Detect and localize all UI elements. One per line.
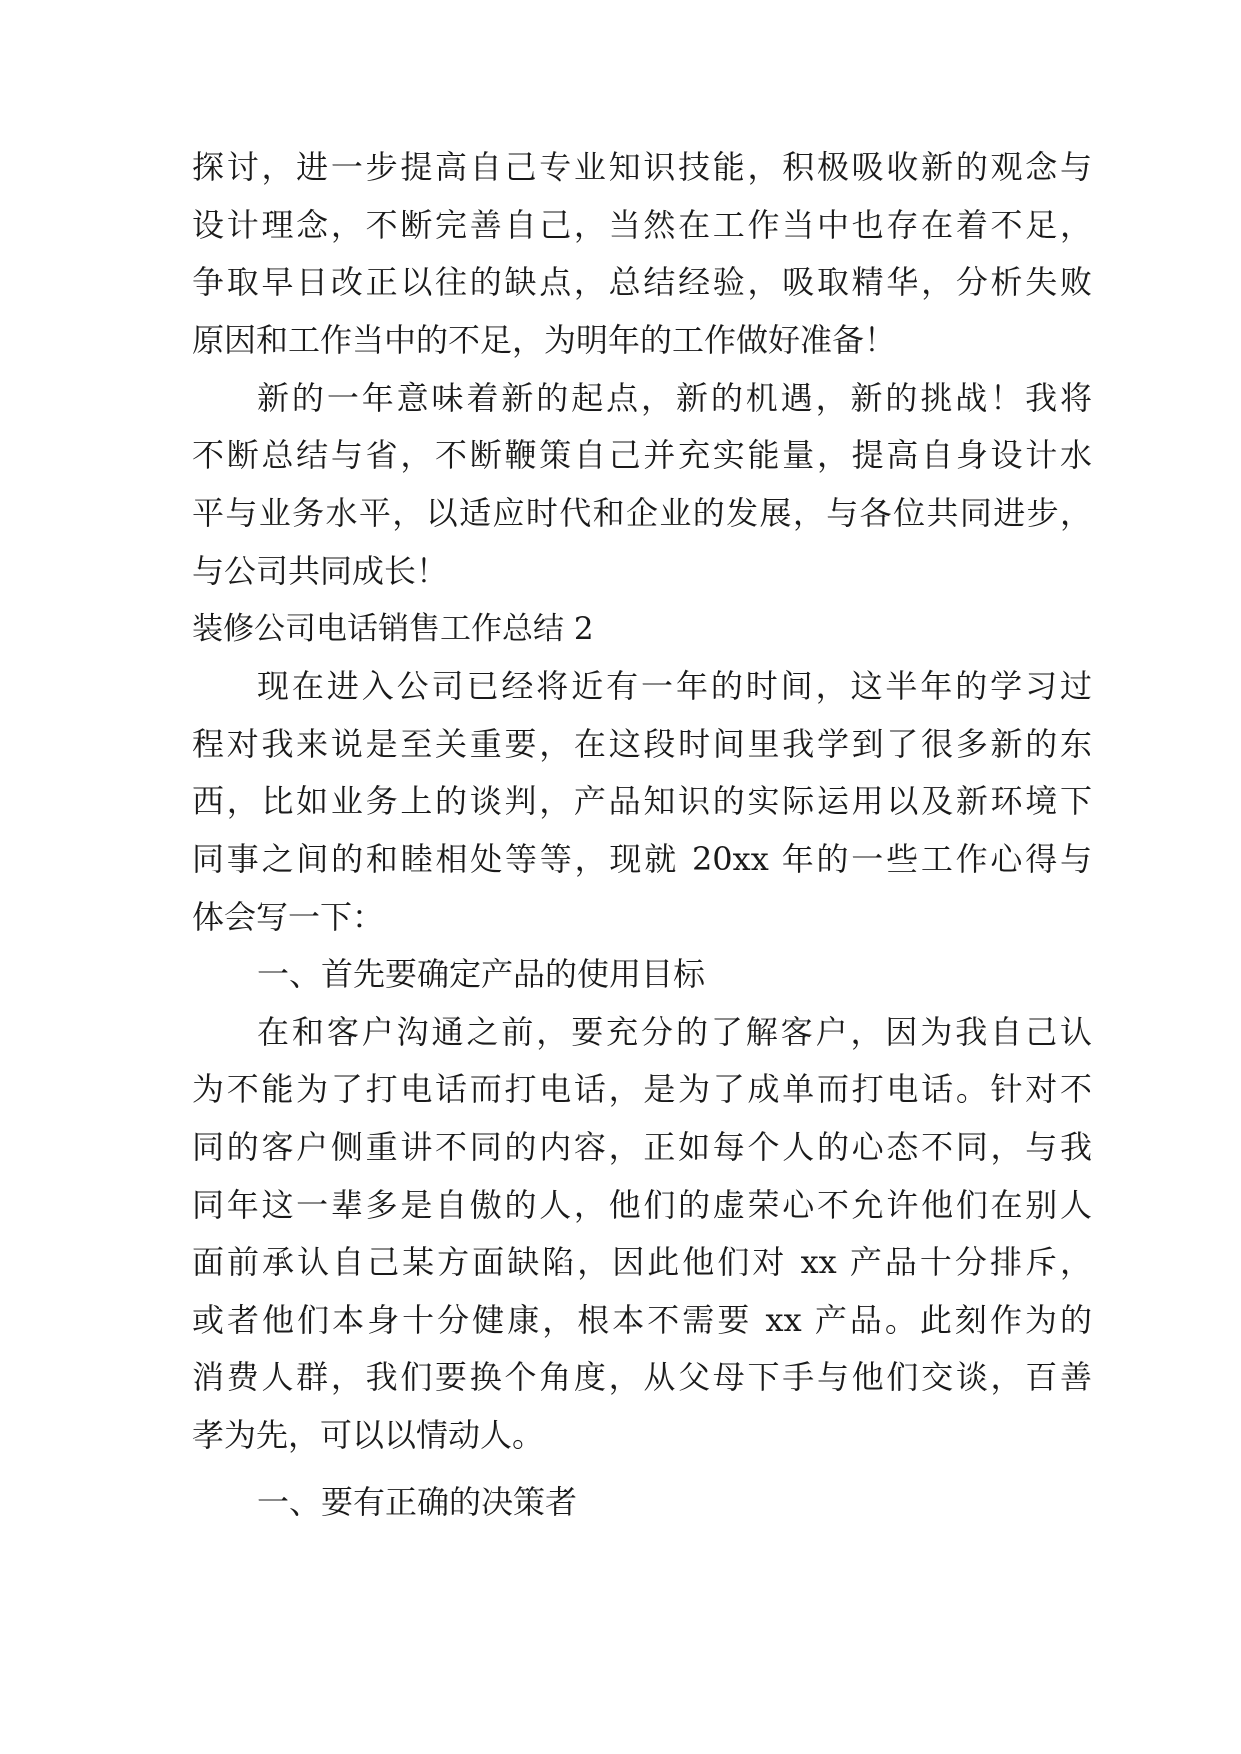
text-line: 在和客户沟通之前，要充分的了解客户，因为我自己认 — [257, 1013, 1092, 1051]
text-line: 面前承认自己某方面缺陷，因此他们对 xx 产品十分排斥， — [192, 1243, 1092, 1281]
text-line: 与公司共同成长！ — [192, 552, 449, 590]
text-line: 或者他们本身十分健康，根本不需要 xx 产品。此刻作为的 — [192, 1301, 1092, 1339]
text-line: 西，比如业务上的谈判，产品知识的实际运用以及新环境下 — [192, 782, 1092, 820]
text-line: 孝为先，可以以情动人。 — [192, 1416, 545, 1454]
text-line: 探讨，进一步提高自己专业知识技能，积极吸收新的观念与 — [192, 148, 1092, 186]
text-line: 原因和工作当中的不足，为明年的工作做好准备！ — [192, 321, 897, 359]
text-line: 消费人群，我们要换个角度，从父母下手与他们交谈，百善 — [192, 1358, 1092, 1396]
text-line: 不断总结与省，不断鞭策自己并充实能量，提高自身设计水 — [192, 436, 1092, 474]
section-heading: 装修公司电话销售工作总结 2 — [192, 611, 594, 647]
text-line: 设计理念，不断完善自己，当然在工作当中也存在着不足， — [192, 206, 1092, 244]
text-line: 为不能为了打电话而打电话，是为了成单而打电话。针对不 — [192, 1070, 1092, 1108]
text-line: 程对我来说是至关重要，在这段时间里我学到了很多新的东 — [192, 725, 1092, 763]
subheading: 一、要有正确的决策者 — [257, 1483, 578, 1521]
text-line: 同的客户侧重讲不同的内容，正如每个人的心态不同，与我 — [192, 1128, 1092, 1166]
text-line: 同事之间的和睦相处等等，现就 20xx 年的一些工作心得与 — [192, 840, 1092, 878]
text-line: 现在进入公司已经将近有一年的时间，这半年的学习过 — [257, 667, 1092, 705]
subheading: 一、首先要确定产品的使用目标 — [257, 955, 706, 993]
text-line: 体会写一下： — [192, 898, 385, 936]
text-line: 同年这一辈多是自傲的人，他们的虚荣心不允许他们在别人 — [192, 1186, 1092, 1224]
text-line: 争取早日改正以往的缺点，总结经验，吸取精华，分析失败 — [192, 263, 1092, 301]
text-line: 新的一年意味着新的起点，新的机遇，新的挑战！我将 — [257, 379, 1092, 417]
text-line: 平与业务水平，以适应时代和企业的发展，与各位共同进步， — [192, 494, 1092, 532]
